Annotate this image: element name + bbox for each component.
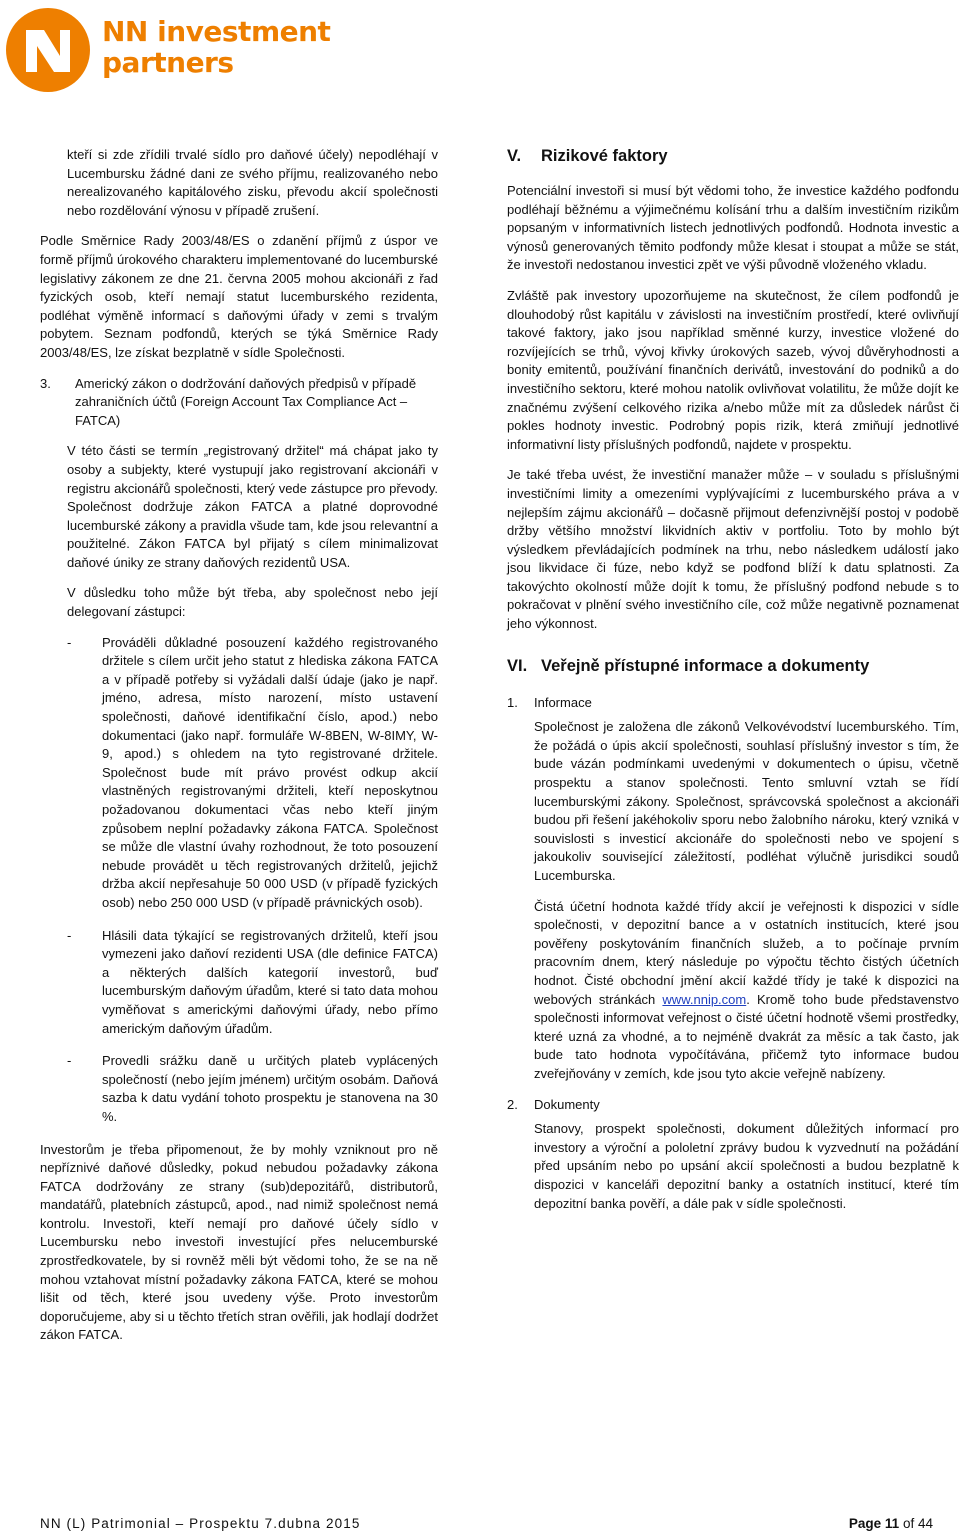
website-link[interactable]: www.nnip.com [662, 991, 747, 1007]
paragraph: Stanovy, prospekt společnosti, dokument důležitých informací pro investory a výroční a pololetní zprávy budou k vyzvednutí na požádání před upsáním nebo po upsání akcií společnosti a budou bezplatně k dispozici v kanceláři depozitní banky a ostatních institucí, které tím depozitní banka pověří, a dále pak v sídle společnosti. [534, 1121, 959, 1211]
list-item [40, 634, 438, 913]
item-number: 2. [507, 1096, 518, 1112]
list-item [40, 1052, 438, 1126]
left-column [40, 146, 438, 1357]
item-number: 1. [507, 694, 518, 710]
paragraph: V důsledku toho může být třeba, aby společnost nebo její delegovaní zástupci: [67, 585, 438, 620]
paragraph-text: . Kromě toho bude představenstvo společnosti informovat veřejnost o čisté účetní hodnotě všemi prostředky, které uzná za vhodné, a to nejméně dvakrát za měsíc a tak často, jak bude tato hodnota vypočítávána, přičemž tyto informace budou zveřejňovány v zemích, kde jsou tyto akcie veřejně nabízeny. [534, 991, 959, 1081]
section-heading-vi [507, 656, 959, 676]
paragraph: Zvláště pak investory upozorňujeme na skutečnost, že cílem podfondů je dlouhodobý růst kapitálu v závislosti na investičním prostředí, které ovlivňují takové faktory, jako jsou například směnné kurzy, investice vložené do rozvíjejících se trhů, vývoj křivky úrokových sazeb, vývoj důvěryhodnosti a bonity emitentů, používání finančních derivátů, investování do podniků a do investičního sektoru, které mohou natolik ovlivňovat volatilitu, že může dojít ke značnému zvýšení celkového rizika a/nebo může mít za důsledek nárůst či pokles hodnoty investic. Podrobný popis rizik, která zmiňují jednotlivé informativní listy příslušných podfondů, najdete v prospektu. [507, 287, 959, 452]
bullet-dash: - [67, 634, 72, 650]
paragraph: Společnost je založena dle zákonů Velkovévodství lucemburského. Tím, že požádá o úpis akcií společnosti, souhlasí příslušný investor s tím, že bude vázán podmínkami uvedenými v dokumentech o úpisu, včetně prospektu a stanov společnosti. Tento smluvní vztah se řídí lucemburskými zákony. Společnost, správcovská společnost a akcionáři budou při řešení jakéhokoliv sporu nebo žalobního nároku, který vzniká v souvislosti s investicí akcionáře do společnosti nebo ve spojení s jakoukoliv související záležitostí, podléhat výlučně jurisdikci soudů Lucemburska. [534, 719, 959, 883]
paragraph: Je také třeba uvést, že investiční manažer může – v souladu s příslušnými investičními limity a omezeními vyplývajícími z lucemburského práva a v nejlepším zájmu akcionářů – dočasně přijmout defenzivnější postoj v podobě držby většího množství likvidních aktiv v portfoliu. Toto by mohlo být výsledkem převládajících podmínek na trhu, nebo následkem událostí jako jsou likvidace či fúze, nebo když se podfond blíží k datu splatnosti. Za takovýchto okolností může dojít k tomu, že příslušný podfond nebude s to pokračovat v plnění svého investičního cíle, což může negativně poznamenat jeho výkonnost. [507, 467, 959, 632]
bullet-dash: - [67, 927, 72, 943]
heading-title: Rizikové faktory [541, 147, 668, 165]
brand-line-1: NN investment [102, 15, 331, 48]
item-number: 3. [40, 375, 51, 391]
section-heading-v [507, 146, 959, 166]
paragraph: Investorům je třeba připomenout, že by mohly vzniknout pro ně nepříznivé daňové důsledky, pokud nebudou požadavky zákona FATCA dodržovány ze strany (sub)depozitářů, distributorů, mandatářů, platebních zástupců, apod., nad nimiž společnost nemá kontrolu. Investoři, kteří nemají pro daňové účely sídlo v Lucembursku nebo investoři investující přes nelucemburské zprostředkovatele, by si rovněž měli být vědomi toho, že se na ně mohou vztahovat místní požadavky zákona FATCA, které se mohou lišit od těch, které jsou uvedeny výše. Proto investorům doporučujeme, aby si u těchto třetích stran ověřili, jak hodlají dodržet zákon FATCA. [40, 1141, 438, 1343]
subsection-2 [507, 1096, 959, 1115]
page-label: Page [848, 1516, 882, 1531]
heading-number: V. [507, 147, 522, 165]
item-title: Informace [534, 694, 592, 710]
paragraph: Podle Směrnice Rady 2003/48/ES o zdanění příjmů z úspor ve formě příjmů úrokového charakteru implementované do lucemburské legislativy zákonem ze dne 21. června 2005 mohou akcionáři z řad fyzických osob, kteří nemají statut lucemburského rezidenta, podléhat výměně informací s daňovými úřady v zemi s trvalým pobytem. Seznam podfondů, kterých se týká Směrnice Rady 2003/48/ES, lze získat bezplatně v sídle Společnosti. [40, 233, 438, 360]
paragraph [534, 898, 959, 1084]
subsection-2-body [507, 1120, 959, 1213]
paragraph-text: Čistá účetní hodnota každé třídy akcií je veřejnosti k dispozici v sídle společnosti, v depozitní bance a v ostatních institucích, které jsou pověřeny poskytováním finančních služeb, a to počínaje prvním pracovním dnem, který následuje po výpočtu těchto čistých účetních hodnot. Čisté obchodní jmění akcií každé třídy je také k dispozici na webových stránkách [534, 898, 959, 1007]
page-current: 11 [884, 1516, 900, 1531]
list-item-text: Provedli srážku daně u určitých plateb vyplácených společností (nebo jejím jménem) určitým osobám. Daňová sazba k datu vydání tohoto prospektu je stanovena na 30 %. [102, 1053, 438, 1124]
item-title: Americký zákon o dodržování daňových předpisů v případě zahraničních účtů (Foreign Account Tax Compliance Act – FATCA) [75, 375, 417, 428]
subsection-1-body [507, 718, 959, 1083]
paragraph: Potenciální investoři si musí být vědomi toho, že investice každého podfondu podléhají běžnému a výjimečnému kolísání trhu a dalším investičním rizikům popsaným v informativních listech jednotlivých podfondů. Hodnota investic a výnosů generovaných těmito podfondy může klesat i stoupat a může se stát, že investoři nedostanou investici zpět ve výši původně vloženého vkladu. [507, 183, 959, 273]
page-total: of 44 [902, 1516, 933, 1531]
paragraph: V této části se termín „registrovaný držitel“ má chápat jako ty osoby a subjekty, které vystupují jako registrovaní akcionáři v registru akcionářů společnosti, který vede zástupce pro převody. Společnost dodržuje zákon FATCA a platné doprovodné lucemburské zákony a pravidla všude tam, kde jsou relevantní a použitelné. Zákon FATCA byl přijatý s cílem minimalizovat daňové úniky ze strany daňových rezidentů USA. [67, 443, 438, 570]
heading-title: Veřejně přístupné informace a dokumenty [541, 656, 870, 675]
section-item-3 [40, 375, 438, 431]
heading-number: VI. [507, 656, 528, 675]
subsection-1 [507, 694, 959, 713]
brand-logo [4, 4, 334, 96]
page-number [849, 1515, 933, 1533]
paragraph: kteří si zde zřídili trvalé sídlo pro daňové účely) nepodléhají v Lucembursku žádné dani ze svého příjmu, realizovaného nebo nerealizovaného kapitálového zisku, převodu akcií společnosti nebo rozdělování výnosu v případě zrušení. [67, 147, 438, 218]
bullet-dash: - [67, 1053, 72, 1069]
brand-line-2: partners [102, 46, 234, 79]
nn-logo-icon [4, 6, 92, 94]
brand-name [102, 16, 330, 78]
footer-document-title: NN (L) Patrimonial – Prospektu 7.dubna 2015 [40, 1516, 361, 1531]
page-footer [40, 1515, 933, 1535]
list-item-text: Prováděli důkladné posouzení každého registrovaného držitele s cílem určit jeho statut z hlediska zákona FATCA a v případě potřeby si vyžádali další údaje (jako je např. jméno, adresa, místo narození, místo ustavení společnosti, daňové identifikační číslo, apod.) nebo dokumentaci (jako např. formuláře W-8BEN, W-8IMY, W-9, apod.) s ohledem na tyto registrované držitele. Společnost bude mít právo provést odkup akcií vlastněných registrovanými držiteli, kteří neposkytnou požadovanou dokumentaci včas nebo kteří jiným způsobem neplní požadavky zákona FATCA. Společnost se může dle vlastní úvahy rozhodnout, že toto posouzení nebude provádět u těch registrovaných držitelů, jejichž držba akcií nepřesahuje 50 000 USD (v případě fyzických osob) nebo 250 000 USD (v případě právnických osob). [102, 634, 438, 910]
right-column [507, 146, 959, 1225]
list-item-text: Hlásili data týkající se registrovaných držitelů, kteří jsou vymezeni jako daňoví rezidenti USA (dle definice FATCA) a některých dalších kategorií investorů, buď lucemburským daňovým úřadům, které si tato data mohou vyměňovat s americkými daňovými úřady, nebo přímo americkým daňovým úřadům. [102, 927, 438, 1036]
list-item [40, 927, 438, 1039]
item-title: Dokumenty [534, 1096, 600, 1112]
